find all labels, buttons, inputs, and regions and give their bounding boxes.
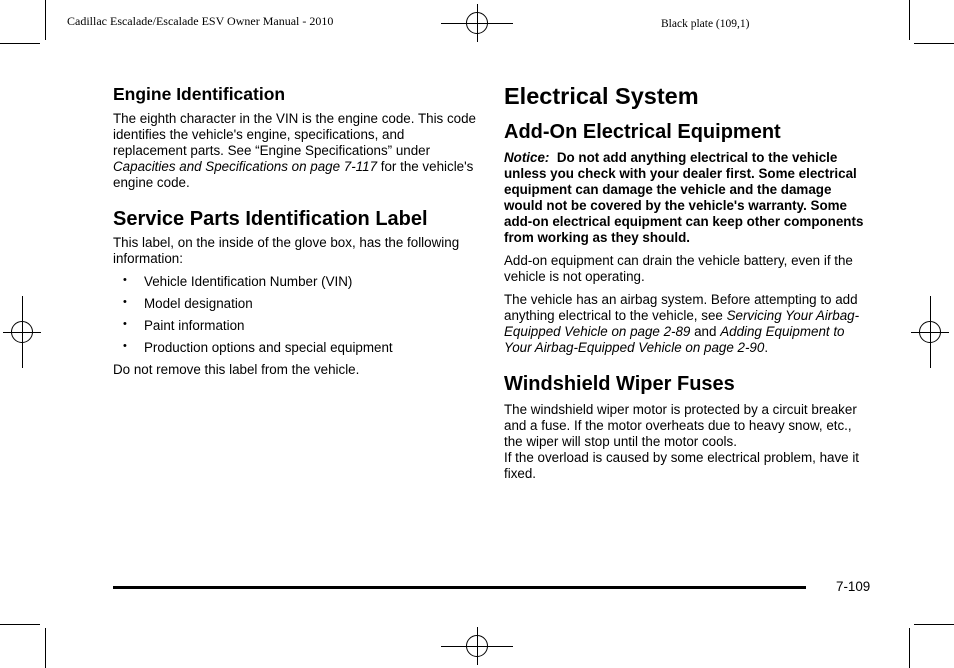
crop-mark [45, 0, 46, 40]
crop-mark [909, 0, 910, 40]
add-on-paragraph-1: Add-on equipment can drain the vehicle battery, even if the vehicle is not operating. [504, 253, 853, 284]
crop-mark [909, 628, 910, 668]
engine-identification-heading: Engine Identification [113, 84, 286, 104]
list-item: • Vehicle Identification Number (VIN) [113, 274, 481, 290]
crop-mark [45, 628, 46, 668]
wiper-fuses-paragraph-2: If the overload is caused by some electrical problem, have it fixed. [504, 450, 860, 481]
wiper-fuses-paragraph-1: The windshield wiper motor is protected by a circuit breaker and a fuse. If the motor overheats due to heavy snow, etc., the wiper will stop until the motor cools. [504, 402, 857, 449]
section-title: Electrical System [504, 83, 699, 109]
left-column [113, 84, 481, 385]
wiper-fuses-heading: Windshield Wiper Fuses [504, 373, 735, 395]
list-item: • Model designation [113, 296, 481, 312]
servicing-airbag-reference: Servicing Your Airbag-Equipped Vehicle on page 2‑89 [504, 308, 860, 339]
service-parts-intro: This label, on the inside of the glove box, has the following information: [113, 235, 460, 266]
service-parts-heading: Service Parts Identification Label [113, 208, 428, 230]
service-parts-list [113, 274, 481, 356]
list-item: • Paint information [113, 318, 481, 334]
list-item: • Production options and special equipment [113, 340, 481, 356]
adding-equipment-reference: Adding Equipment to Your Airbag-Equipped Vehicle on page 2‑90 [504, 324, 845, 355]
plate-label: Black plate (109,1) [661, 18, 750, 30]
right-column [504, 82, 870, 489]
crop-mark [914, 624, 954, 625]
page-number: 7-109 [836, 579, 871, 594]
capacities-reference: Capacities and Specifications on page 7‑117 [113, 159, 378, 174]
engine-identification-text: The eighth character in the VIN is the engine code. This code identifies the vehicle's engine, specifications, and replacement parts. See “Engine Specifications” under Capacities and Specifications on page 7‑117 for the vehicle's engine code. [113, 111, 477, 190]
add-on-paragraph-2: The vehicle has an airbag system. Before attempting to add anything electrical to the vehicle, see Servicing Your Airbag-Equipped Vehicle on page 2‑89 and Adding Equipment to Your Airbag-Equipped Vehicle on page 2‑90. [504, 292, 860, 355]
notice-block: Notice: Do not add anything electrical to the vehicle unless you check with your dealer first. Some electrical equipment can damage the vehicle and the damage would not be covered by the vehicle's warranty. Some add-on electrical equipment can keep other components from working as they should. [504, 150, 864, 245]
manual-title: Cadillac Escalade/Escalade ESV Owner Manual - 2010 [67, 14, 334, 28]
crop-mark [0, 624, 40, 625]
add-on-heading: Add-On Electrical Equipment [504, 121, 781, 143]
crop-mark [914, 43, 954, 44]
footer-rule [113, 586, 806, 589]
service-parts-closing: Do not remove this label from the vehicle. [113, 362, 360, 377]
crop-mark [0, 43, 40, 44]
notice-label: Notice: [504, 150, 550, 165]
